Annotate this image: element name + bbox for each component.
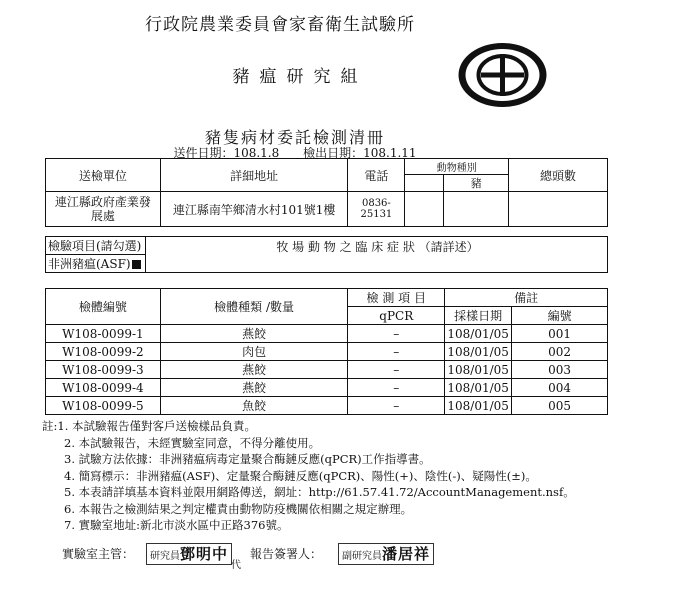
table-row [46,343,608,361]
submitter-unit: 連江縣政府產業發展處 [46,192,161,227]
table-row [46,379,608,397]
species-cell-a [405,175,444,192]
test-item-table [45,236,608,273]
species-header: 動物種別 [405,159,509,175]
table-row [46,361,608,379]
sample-qpcr: – [348,397,445,415]
sample-qpcr: – [348,379,445,397]
table-row [46,397,608,415]
asf-option [46,255,146,273]
signer-stamp [338,543,434,565]
qpcr-header: qPCR [348,307,445,325]
sample-number: 003 [512,361,608,379]
supervisor-label: 實驗室主管： [62,547,135,561]
supervisor-name: 鄧明中 [180,545,229,563]
asf-checkbox-icon [132,260,141,269]
sample-number: 004 [512,379,608,397]
sample-date: 108/01/05 [445,379,512,397]
report-date: 檢出日期：108.1.11 [303,146,417,160]
note-item: 6. 本報告之檢測結果之判定權責由動物防疫機關依相關之規定辦理。 [64,501,413,516]
sample-number: 002 [512,343,608,361]
signer-title: 副研究員 [342,551,382,562]
species-pig-header: 豬 [444,175,509,192]
sample-type: 魚餃 [160,397,348,415]
sample-qpcr: – [348,361,445,379]
notes-list [42,418,575,534]
institute-name: 行政院農業委員會家畜衛生試驗所 [145,15,415,35]
address-header: 詳細地址 [160,159,348,192]
sample-type: 燕餃 [160,379,348,397]
sample-number: 005 [512,397,608,415]
test-item-header: 檢 測 項 目 [348,289,445,307]
species-value-a [405,192,444,227]
sample-id: W108-0099-2 [46,343,161,361]
supervisor-stamp [146,543,232,565]
supervisor-title: 研究員 [150,551,180,562]
sample-qpcr: – [348,343,445,361]
send-date: 送件日期：108.1.8 [173,146,280,160]
sample-number: 001 [512,325,608,343]
note-item: 3. 試驗方法依據：非洲豬瘟病毒定量聚合酶鏈反應(qPCR)工作指導書。 [64,452,431,466]
note-item: 7. 實驗室地址:新北市淡水區中正路376號。 [64,518,289,532]
sample-date: 108/01/05 [445,343,512,361]
sample-date: 108/01/05 [445,397,512,415]
submitter-phone: 0836-25131 [348,192,405,227]
asf-label: 非洲豬瘟(ASF) [48,257,131,271]
sample-date-header: 採樣日期 [445,307,512,325]
remark-header: 備註 [445,289,608,307]
submitter-table [45,158,608,227]
sample-date: 108/01/05 [445,325,512,343]
sample-type: 燕餃 [160,361,348,379]
note-item: 2. 本試驗報告，未經實驗室同意，不得分離使用。 [64,435,321,450]
note-item: 4. 簡寫標示：非洲豬瘟(ASF)、定量聚合酶鏈反應(qPCR)、陽性(+)、陰性(-)、疑陽性(±)。 [64,468,537,483]
species-value-pig [444,192,509,227]
unit-header: 送檢單位 [46,159,161,192]
sample-id: W108-0099-1 [46,325,161,343]
group-name: 豬瘟研究組 [232,67,368,87]
sample-type-header: 檢體種類 /數量 [160,289,348,325]
signer-name: 潘居祥 [382,545,431,563]
sample-date: 108/01/05 [445,361,512,379]
institute-logo-icon [455,40,550,110]
phone-header: 電話 [348,159,405,192]
submitter-address: 連江縣南竿鄉清水村101號1樓 [160,192,348,227]
form-title: 豬隻病材委託檢測清冊 [204,128,385,147]
sample-type: 肉包 [160,343,348,361]
sample-id: W108-0099-4 [46,379,161,397]
sample-id: W108-0099-5 [46,397,161,415]
sample-qpcr: – [348,325,445,343]
test-item-label: 檢驗項目(請勾選) [46,237,146,255]
total-header: 總頭數 [509,159,608,192]
total-value [509,192,608,227]
number-header: 編號 [512,307,608,325]
table-row [46,325,608,343]
note-item: 註:1. 本試驗報告僅對客戶送檢樣品負責。 [42,419,257,433]
note-item: 5. 本表請詳填基本資料並限用網路傳送，網址：http://61.57.41.72/AccountManagement.nsf。 [64,485,575,499]
sample-id-header: 檢體編號 [46,289,161,325]
supervisor-mark: 代 [231,560,241,571]
sample-id: W108-0099-3 [46,361,161,379]
signer-label: 報告簽署人： [250,547,323,561]
sample-table [45,288,608,415]
symptoms-label: 牧 場 動 物 之 臨 床 症 狀 （請詳述） [145,237,607,273]
sample-type: 燕餃 [160,325,348,343]
